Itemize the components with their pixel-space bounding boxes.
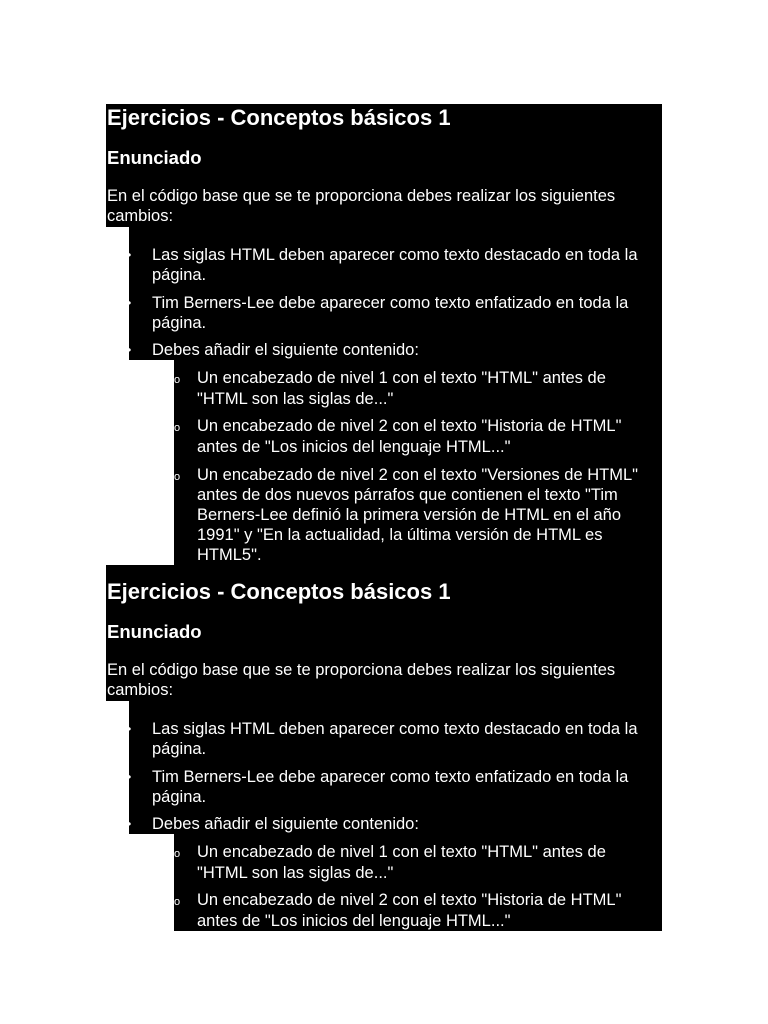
section-heading: Enunciado bbox=[107, 621, 202, 642]
bullet-icon: • bbox=[127, 248, 132, 262]
sub-list-item: Berners-Lee definió la primera versión de HTML en el año bbox=[197, 506, 622, 524]
section-heading: Enunciado bbox=[107, 147, 202, 168]
bullet-icon: • bbox=[127, 770, 132, 784]
page-title: Ejercicios - Conceptos básicos 1 bbox=[107, 579, 451, 604]
list-item: Tim Berners-Lee debe aparecer como texto enfatizado en toda la bbox=[152, 294, 629, 312]
intro-paragraph-line: En el código base que se te proporciona debes realizar los siguientes bbox=[107, 661, 616, 679]
sub-list-item: "HTML son las siglas de..." bbox=[197, 864, 394, 882]
page-title: Ejercicios - Conceptos básicos 1 bbox=[107, 105, 451, 130]
bullet-icon: • bbox=[127, 817, 132, 831]
sub-list-item: Un encabezado de nivel 1 con el texto "HTML" antes de bbox=[197, 369, 606, 387]
bullet-icon: • bbox=[127, 343, 132, 357]
bullet-icon: • bbox=[127, 722, 132, 736]
list-item: página. bbox=[152, 266, 207, 284]
list-item: Tim Berners-Lee debe aparecer como texto enfatizado en toda la bbox=[152, 768, 629, 786]
sub-list-item: antes de "Los inicios del lenguaje HTML..." bbox=[197, 438, 511, 456]
sub-list-item: Un encabezado de nivel 2 con el texto "Versiones de HTML" bbox=[197, 466, 638, 484]
intro-paragraph-line: En el código base que se te proporciona debes realizar los siguientes bbox=[107, 187, 616, 205]
intro-paragraph-line: cambios: bbox=[107, 207, 174, 225]
bullet-icon: • bbox=[127, 296, 132, 310]
sub-bullet-icon: o bbox=[174, 471, 181, 483]
sub-bullet-icon: o bbox=[174, 374, 181, 386]
list-item: Las siglas HTML deben aparecer como texto destacado en toda la bbox=[152, 720, 638, 738]
sub-list-item: Un encabezado de nivel 2 con el texto "Historia de HTML" bbox=[197, 417, 622, 435]
sub-list-item: 1991" y "En la actualidad, la última versión de HTML es bbox=[197, 526, 603, 544]
sub-bullet-icon: o bbox=[174, 848, 181, 860]
sub-list-item: HTML5". bbox=[197, 546, 262, 564]
list-item: Debes añadir el siguiente contenido: bbox=[152, 815, 419, 833]
list-item: página. bbox=[152, 788, 207, 806]
sub-list-item: antes de "Los inicios del lenguaje HTML..." bbox=[197, 912, 511, 930]
list-item: Las siglas HTML deben aparecer como texto destacado en toda la bbox=[152, 246, 638, 264]
intro-paragraph-line: cambios: bbox=[107, 681, 174, 699]
sub-list-item: "HTML son las siglas de..." bbox=[197, 390, 394, 408]
sub-list-item: Un encabezado de nivel 2 con el texto "Historia de HTML" bbox=[197, 891, 622, 909]
list-item: página. bbox=[152, 740, 207, 758]
sub-bullet-icon: o bbox=[174, 896, 181, 908]
list-item: Debes añadir el siguiente contenido: bbox=[152, 341, 419, 359]
list-item: página. bbox=[152, 314, 207, 332]
sub-list-item: antes de dos nuevos párrafos que contienen el texto "Tim bbox=[197, 486, 618, 504]
sub-list-item: Un encabezado de nivel 1 con el texto "HTML" antes de bbox=[197, 843, 606, 861]
sub-bullet-icon: o bbox=[174, 422, 181, 434]
